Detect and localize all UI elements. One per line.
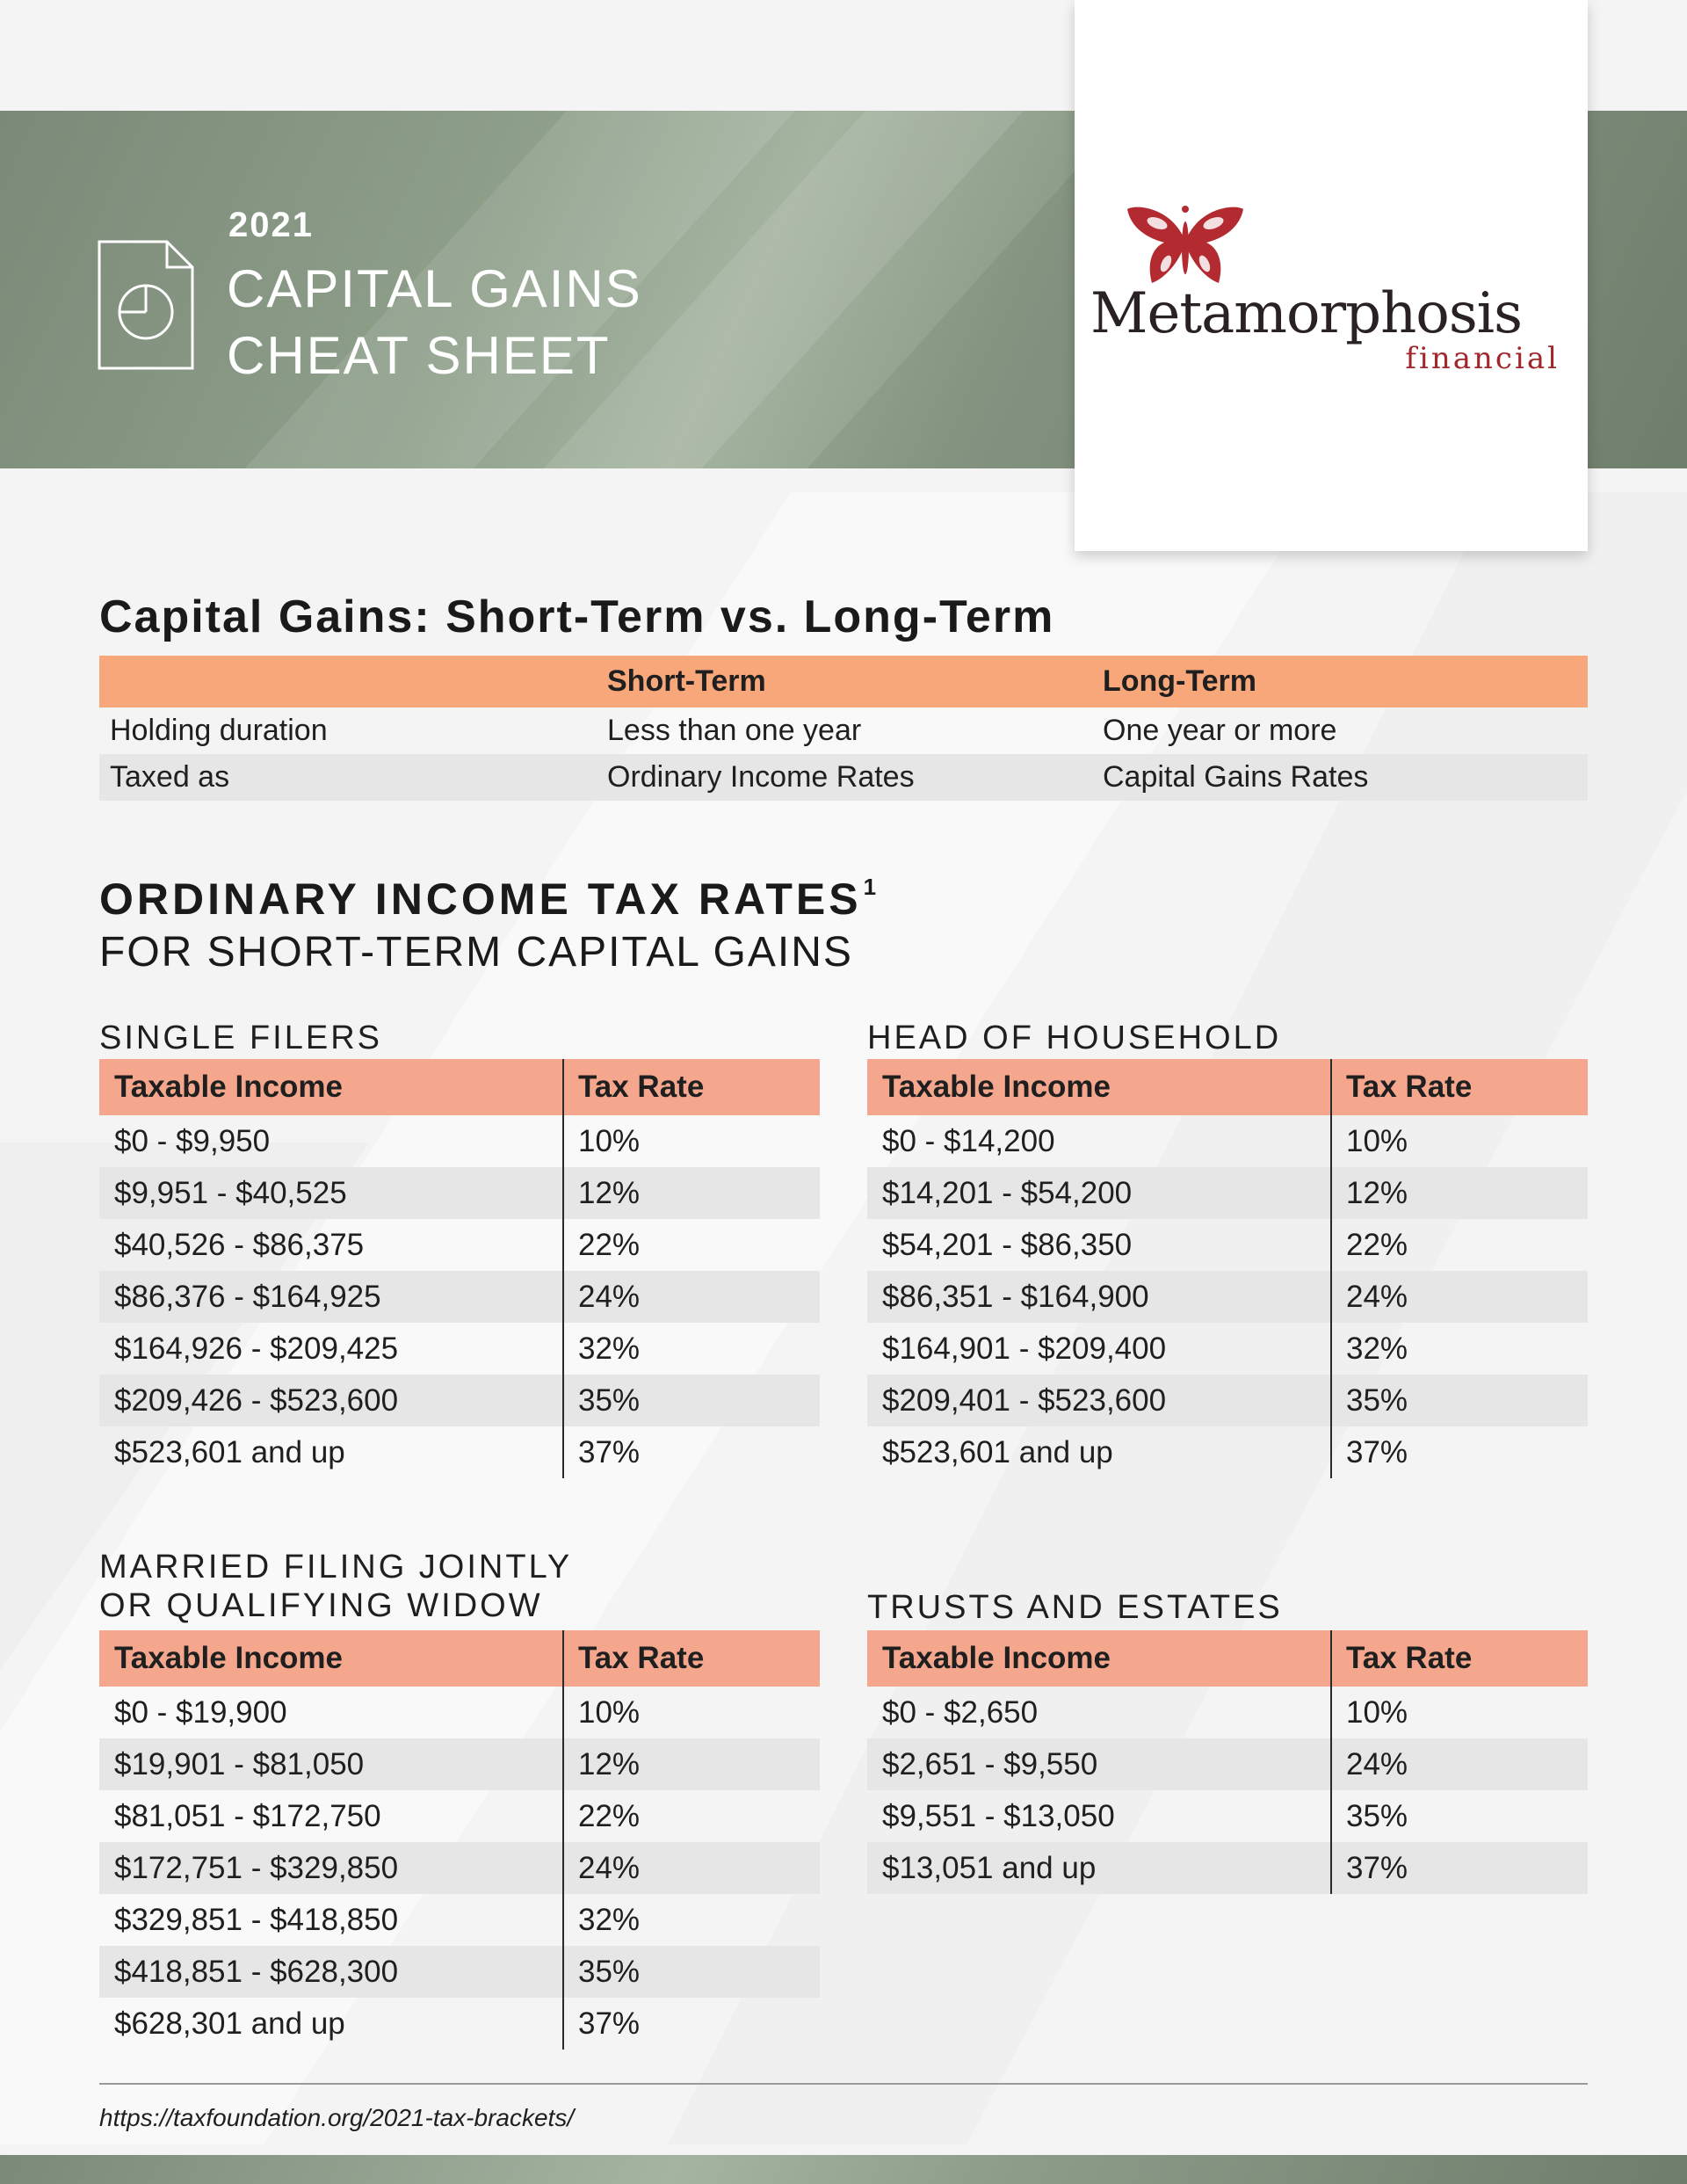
taxable-income-cell: $329,851 - $418,850 <box>114 1903 399 1937</box>
table-row <box>867 1842 1588 1894</box>
taxable-income-cell: $40,526 - $86,375 <box>114 1228 365 1262</box>
table-row <box>867 1738 1588 1790</box>
column-divider <box>1330 1630 1332 1894</box>
taxable-income-cell: $2,651 - $9,550 <box>882 1747 1098 1781</box>
table-row <box>99 1167 820 1219</box>
tax-rate-cell: 10% <box>578 1695 641 1730</box>
table-row <box>99 1323 820 1375</box>
comparison-table <box>99 656 1588 801</box>
tax-rate-cell: 12% <box>578 1747 641 1781</box>
taxable-income-cell: $86,376 - $164,925 <box>114 1280 381 1314</box>
table-row <box>99 1115 820 1167</box>
tax-rate-cell: 32% <box>578 1331 641 1366</box>
taxable-income-cell: $209,401 - $523,600 <box>882 1383 1167 1418</box>
taxable-income-cell: $9,951 - $40,525 <box>114 1176 347 1210</box>
comparison-cell: Ordinary Income Rates <box>607 760 915 794</box>
column-divider <box>1330 1059 1332 1478</box>
taxable-income-cell: $209,426 - $523,600 <box>114 1383 399 1418</box>
header-tax-rate: Tax Rate <box>578 1641 705 1675</box>
table-row <box>867 1375 1588 1426</box>
taxable-income-cell: $628,301 and up <box>114 2006 345 2041</box>
tax-rate-cell: 10% <box>1346 1695 1408 1730</box>
taxable-income-cell: $0 - $19,900 <box>114 1695 287 1730</box>
header-tax-rate: Tax Rate <box>578 1070 705 1104</box>
source-link[interactable]: https://taxfoundation.org/2021-tax-brackets/ <box>99 2104 575 2131</box>
taxable-income-cell: $523,601 and up <box>882 1435 1113 1469</box>
bottom-band <box>0 2155 1687 2184</box>
tax-rate-cell: 37% <box>1346 1435 1408 1469</box>
trusts-estates-table <box>867 1630 1588 1894</box>
single-filers-label: SINGLE FILERS <box>99 1019 382 1056</box>
comparison-header-cell: Short-Term <box>607 664 766 698</box>
header-year: 2021 <box>228 206 314 244</box>
tax-rate-cell: 22% <box>1346 1228 1408 1262</box>
table-row <box>99 1271 820 1323</box>
taxable-income-cell: $81,051 - $172,750 <box>114 1799 381 1833</box>
trusts-estates-label: TRUSTS AND ESTATES <box>867 1589 1283 1626</box>
tax-rate-cell: 37% <box>578 2006 641 2041</box>
tax-rate-cell: 24% <box>1346 1280 1408 1314</box>
single-filers-table <box>99 1059 820 1478</box>
taxable-income-cell: $418,851 - $628,300 <box>114 1955 399 1989</box>
tax-rate-cell: 24% <box>1346 1747 1408 1781</box>
taxable-income-cell: $523,601 and up <box>114 1435 345 1469</box>
ordinary-income-title <box>99 874 876 925</box>
taxable-income-cell: $0 - $9,950 <box>114 1124 271 1158</box>
comparison-cell: Holding duration <box>110 714 328 747</box>
married-filing-jointly-table <box>99 1630 820 2050</box>
comparison-cell: One year or more <box>1103 714 1337 747</box>
table-row <box>99 1790 820 1842</box>
taxable-income-cell: $172,751 - $329,850 <box>114 1851 399 1885</box>
tax-rate-cell: 35% <box>1346 1383 1408 1418</box>
comparison-row <box>99 754 1588 801</box>
taxable-income-cell: $164,926 - $209,425 <box>114 1331 399 1366</box>
table-row <box>99 1375 820 1426</box>
comparison-cell: Taxed as <box>110 760 230 794</box>
tax-rate-cell: 24% <box>578 1851 641 1885</box>
table-row <box>99 1426 820 1478</box>
taxable-income-cell: $9,551 - $13,050 <box>882 1799 1115 1833</box>
tax-rate-cell: 37% <box>1346 1851 1408 1885</box>
head-of-household-label: HEAD OF HOUSEHOLD <box>867 1019 1282 1056</box>
taxable-income-cell: $13,051 and up <box>882 1851 1097 1885</box>
tax-rate-cell: 35% <box>1346 1799 1408 1833</box>
table-row <box>867 1115 1588 1167</box>
header-title-line2: CHEAT SHEET <box>227 326 611 385</box>
table-row <box>99 1998 820 2050</box>
tax-rate-cell: 10% <box>578 1124 641 1158</box>
column-divider <box>562 1059 564 1478</box>
table-row <box>867 1426 1588 1478</box>
taxable-income-cell: $164,901 - $209,400 <box>882 1331 1167 1366</box>
tax-rate-cell: 10% <box>1346 1124 1408 1158</box>
header-title-line1: CAPITAL GAINS <box>227 259 642 318</box>
head-of-household-table <box>867 1059 1588 1478</box>
tax-rate-cell: 35% <box>578 1383 641 1418</box>
table-row <box>99 1842 820 1894</box>
table-row <box>867 1790 1588 1842</box>
table-header-row <box>99 1630 820 1687</box>
table-row <box>867 1323 1588 1375</box>
table-row <box>99 1687 820 1738</box>
footnote-marker: 1 <box>863 874 877 900</box>
tax-rate-cell: 12% <box>578 1176 641 1210</box>
taxable-income-cell: $86,351 - $164,900 <box>882 1280 1149 1314</box>
married-label-line2: OR QUALIFYING WIDOW <box>99 1587 543 1624</box>
taxable-income-cell: $0 - $2,650 <box>882 1695 1039 1730</box>
tax-rate-cell: 32% <box>1346 1331 1408 1366</box>
logo-subtitle: financial <box>1405 341 1560 376</box>
table-header-row <box>867 1630 1588 1687</box>
header-taxable-income: Taxable Income <box>114 1641 344 1675</box>
comparison-row <box>99 707 1588 754</box>
logo-card <box>1075 0 1588 551</box>
table-row <box>867 1687 1588 1738</box>
table-row <box>867 1219 1588 1271</box>
taxable-income-cell: $19,901 - $81,050 <box>114 1747 365 1781</box>
column-divider <box>562 1630 564 2050</box>
header-tax-rate: Tax Rate <box>1346 1641 1473 1675</box>
taxable-income-cell: $14,201 - $54,200 <box>882 1176 1133 1210</box>
table-row <box>867 1167 1588 1219</box>
taxable-income-cell: $0 - $14,200 <box>882 1124 1055 1158</box>
document-chart-icon <box>97 239 195 371</box>
comparison-title: Capital Gains: Short-Term vs. Long-Term <box>99 591 1055 642</box>
table-header-row <box>99 1059 820 1115</box>
ordinary-income-subtitle: FOR SHORT-TERM CAPITAL GAINS <box>99 929 853 976</box>
taxable-income-cell: $54,201 - $86,350 <box>882 1228 1133 1262</box>
married-label-line1: MARRIED FILING JOINTLY <box>99 1549 573 1585</box>
butterfly-logo-icon <box>1126 202 1245 290</box>
header-taxable-income: Taxable Income <box>114 1070 344 1104</box>
comparison-cell: Capital Gains Rates <box>1103 760 1369 794</box>
tax-rate-cell: 22% <box>578 1799 641 1833</box>
table-row <box>99 1738 820 1790</box>
comparison-header-cell: Long-Term <box>1103 664 1257 698</box>
table-row <box>867 1271 1588 1323</box>
footer-divider <box>99 2083 1588 2085</box>
tax-rate-cell: 32% <box>578 1903 641 1937</box>
tax-rate-cell: 35% <box>578 1955 641 1989</box>
ordinary-income-title-text: ORDINARY INCOME TAX RATES <box>99 874 862 924</box>
tax-rate-cell: 12% <box>1346 1176 1408 1210</box>
comparison-header-row <box>99 656 1588 707</box>
table-row <box>99 1894 820 1946</box>
header-taxable-income: Taxable Income <box>882 1070 1111 1104</box>
tax-rate-cell: 37% <box>578 1435 641 1469</box>
table-header-row <box>867 1059 1588 1115</box>
header-taxable-income: Taxable Income <box>882 1641 1111 1675</box>
comparison-cell: Less than one year <box>607 714 862 747</box>
tax-rate-cell: 22% <box>578 1228 641 1262</box>
logo-wordmark: Metamorphosis <box>1090 281 1522 346</box>
table-row <box>99 1219 820 1271</box>
tax-rate-cell: 24% <box>578 1280 641 1314</box>
header-tax-rate: Tax Rate <box>1346 1070 1473 1104</box>
table-row <box>99 1946 820 1998</box>
